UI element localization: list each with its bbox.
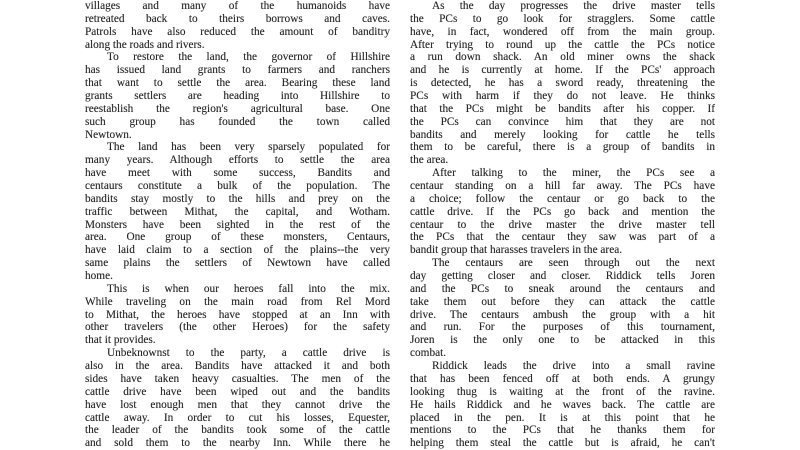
- text-line: Patrols have also reduced the amount of banditry: [85, 25, 390, 38]
- text-line: have, in fact, wondered off from the main group.: [410, 25, 715, 38]
- text-line: the area.: [410, 154, 449, 167]
- text-line: bandits stay mostly to the hills and prey on the: [85, 192, 390, 205]
- text-line: to Mithat, the heroes have stopped at an Inn with: [85, 308, 390, 321]
- text-line: reestablish the region's agricultural base. One: [85, 102, 390, 115]
- text-line: many years. Although efforts to settle the area: [85, 154, 390, 167]
- text-line: centaur standing on a hill far away. The PCs have: [410, 180, 715, 193]
- text-line: Newtown.: [85, 128, 132, 141]
- text-line: a choice; follow the centaur or go back to the: [410, 192, 715, 205]
- text-line: placed in the pen. It is at this point that he: [410, 411, 715, 424]
- text-line: PCs with harm if they do not leave. He thinks: [410, 90, 715, 103]
- text-line: that it provides.: [85, 334, 156, 347]
- text-line: the leader of the bandits took some of the cattle: [85, 424, 390, 437]
- text-line: and sold them to the nearby Inn. While there he: [85, 437, 390, 450]
- text-line: the PCs to go look for stragglers. Some cattle: [410, 12, 715, 25]
- text-line: Riddick leads the drive into a small ravine: [432, 360, 715, 373]
- text-line: As the day progresses the drive master tells: [432, 0, 715, 12]
- text-line: The land has been very sparsely populated for: [107, 141, 390, 154]
- text-line: bandit group that harasses travelers in the area.: [410, 244, 623, 257]
- text-line: cattle drive have been wiped out and the bandits: [85, 385, 390, 398]
- text-line: looking thug is waiting at the front of the ravine.: [410, 385, 715, 398]
- text-line: After trying to round up the cattle the PCs notice: [410, 38, 715, 51]
- text-line: a run down shack. An old miner owns the shack: [410, 51, 715, 64]
- text-line: After talking to the miner, the PCs see a: [432, 167, 715, 180]
- text-line: and he is currently at home. If the PCs' approach: [410, 64, 715, 77]
- text-line: He hails Riddick and he waves back. The cattle are: [410, 398, 715, 411]
- text-line: have meet with some success, Bandits and: [85, 167, 390, 180]
- text-line: This is when our heroes fall into the mix.: [107, 282, 390, 295]
- right-column: [410, 0, 715, 450]
- text-line: area. One group of these monsters, Centaurs,: [85, 231, 390, 244]
- text-line: have lost enough men that they cannot drive the: [85, 398, 390, 411]
- text-line: Monsters have been sighted in the rest of the: [85, 218, 390, 231]
- text-line: is detected, he has a sword ready, threatening the: [410, 77, 715, 90]
- text-line: traffic between Mithat, the capital, and Wotham.: [85, 205, 390, 218]
- text-line: cattle away. In order to cut his losses, Equester,: [85, 411, 390, 424]
- text-line: centaur to the drive master the drive master tell: [410, 218, 715, 231]
- text-line: that the PCs might be bandits after his copper. If: [410, 102, 715, 115]
- text-line: drive. The centaurs ambush the group with a hit: [410, 308, 715, 321]
- text-line: along the roads and rivers.: [85, 38, 205, 51]
- text-line: take them out before they can attack the cattle: [410, 295, 715, 308]
- text-line: the PCs can convince him that they are not: [410, 115, 715, 128]
- text-line: and run. For the purposes of this tournament,: [410, 321, 715, 334]
- text-line: To restore the land, the governor of Hillshire: [107, 51, 390, 64]
- text-line: and the PCs to sneak around the centaurs and: [410, 282, 715, 295]
- text-line: villages and many of the humanoids have: [85, 0, 390, 12]
- text-line: Unbeknownst to the party, a cattle drive is: [107, 347, 390, 360]
- text-line: bandits and merely looking for cattle he tells: [410, 128, 715, 141]
- text-line: The centaurs are seen through out the next: [432, 257, 715, 270]
- text-line: cattle drive. If the PCs go back and mention the: [410, 205, 715, 218]
- text-line: has issued land grants to farmers and ranchers: [85, 64, 390, 77]
- text-line: that want to settle the area. Bearing these land: [85, 77, 390, 90]
- text-line: While traveling on the main road from Rel Mord: [85, 295, 390, 308]
- text-line: retreated back to theirs borrows and caves.: [85, 12, 390, 25]
- text-line: centaurs constitute a bulk of the population. The: [85, 180, 390, 193]
- text-line: sides have taken heavy casualties. The men of the: [85, 372, 390, 385]
- text-line: combat.: [410, 347, 447, 360]
- text-line: other travelers (the other Heroes) for the safety: [85, 321, 390, 334]
- text-line: grants settlers are heading into Hillshire to: [85, 90, 390, 103]
- text-line: that has been fenced off at both ends. A grungy: [410, 372, 715, 385]
- text-line: mentions to the PCs that he thanks them for: [410, 424, 715, 437]
- text-line: home.: [85, 270, 113, 283]
- text-line: day getting closer and closer. Riddick tells Joren: [410, 270, 715, 283]
- text-line: also in the area. Bandits have attacked it and both: [85, 360, 390, 373]
- left-column: [85, 0, 390, 450]
- text-line: Joren is the only one to be attacked in this: [410, 334, 715, 347]
- text-line: have laid claim to a section of the plains--the very: [85, 244, 390, 257]
- text-line: helping them steal the cattle but is afraid, he can't: [410, 437, 715, 450]
- text-line: them to be careful, there is a group of bandits in: [410, 141, 715, 154]
- text-line: such group has founded the town called: [85, 115, 390, 128]
- text-line: the PCs that the centaur they saw was part of a: [410, 231, 715, 244]
- text-line: same plains the settlers of Newtown have called: [85, 257, 390, 270]
